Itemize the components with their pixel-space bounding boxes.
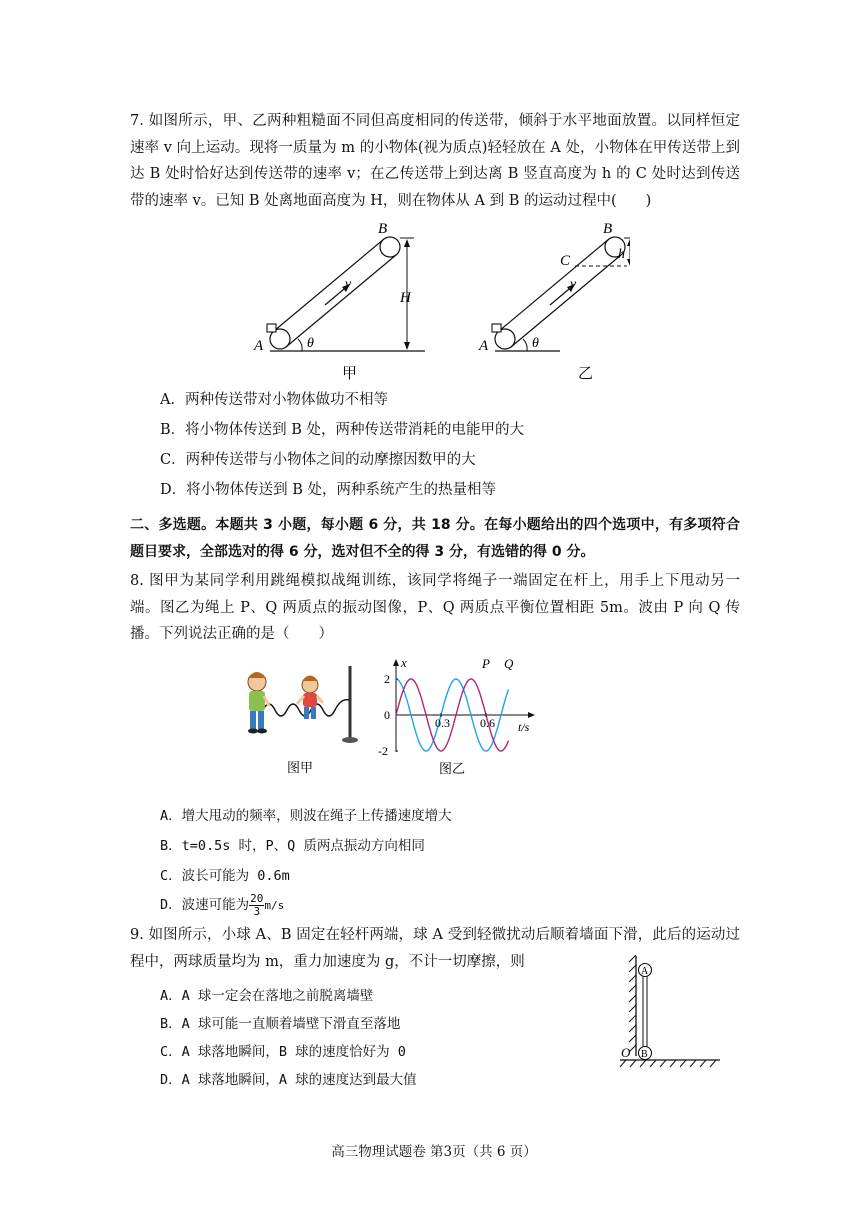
q7-option-c: C．两种传送带与小物体之间的动摩擦因数甲的大 [160, 452, 476, 468]
section-2-heading: 二、多选题。本题共 3 小题，每小题 6 分，共 18 分。在每小题给出的四个选项中，有多项符合题目要求，全部选对的得 6 分，选对但不全的得 3 分，有选错的得 0 分。 [130, 517, 740, 560]
q8-figure-jia [235, 660, 365, 778]
q8-stem: 8. 图甲为某同学利用跳绳模拟战绳训练，该同学将绳子一端固定在杆上，用手上下甩动另一端。图乙为绳上 P、Q 两质点的振动图像，P、Q 两质点平衡位置相距 5m。波由 P 向 Q 传播。下列说法正确的是（ ） [130, 573, 740, 642]
caption-tu-yi: 图乙 [439, 761, 466, 776]
conveyor-yi [478, 221, 630, 382]
label-v-yi: v [570, 277, 577, 292]
label-Q: Q [504, 656, 514, 671]
caption-jia: 甲 [342, 366, 358, 382]
axis-t-label: t/s [518, 720, 530, 734]
label-B-jia: B [378, 221, 388, 237]
page-footer: 高三物理试题卷 第3页（共 6 页） [331, 1144, 537, 1160]
axis-x-label: x [401, 655, 407, 670]
tick-y-0: 0 [384, 708, 390, 722]
q8-option-b: B．t=0.5s 时，P、Q 质两点振动方向相同 [160, 838, 425, 854]
q9-wall-figure [612, 950, 727, 1072]
tick-t-03: 0.3 [435, 716, 450, 730]
q9-option-b: B．A 球可能一直顺着墙壁下滑直至落地 [160, 1016, 401, 1032]
q8-option-d [160, 888, 284, 923]
fraction-20-3 [249, 893, 264, 918]
q8-option-c: C．波长可能为 0.6m [160, 868, 290, 884]
q8-vibration-graph [370, 652, 545, 778]
label-h: h [618, 247, 625, 262]
tick-y-2: 2 [384, 672, 390, 686]
caption-tu-jia: 图甲 [287, 760, 314, 775]
caption-yi: 乙 [578, 366, 594, 382]
fraction-denominator: 3 [253, 904, 261, 918]
q9-option-d: D．A 球落地瞬间，A 球的速度达到最大值 [160, 1072, 417, 1088]
q7-option-d: D．将小物体传送到 B 处，两种系统产生的热量相等 [160, 482, 496, 498]
label-O: O [621, 1045, 631, 1060]
label-B-yi: B [603, 221, 613, 237]
q7-option-b: B．将小物体传送到 B 处，两种传送带消耗的电能甲的大 [160, 422, 525, 438]
q8-option-d-unit: m/s [264, 899, 285, 912]
q8-option-d-prefix: D．波速可能为 [160, 897, 250, 913]
q7-conveyor-figure [250, 218, 630, 388]
label-ball-A: A [641, 966, 649, 977]
label-A-yi: A [479, 338, 489, 354]
q9-stem: 9. 如图所示，小球 A、B 固定在轻杆两端，球 A 受到轻微扰动后顺着墙面下滑，此后的运动过程中，两球质量均为 m，重力加速度为 g，不计一切摩擦，则 [130, 927, 740, 970]
label-C: C [560, 253, 571, 269]
wall-hatching [629, 955, 636, 1056]
tick-y-neg2: -2 [378, 744, 388, 758]
label-theta-jia: θ [307, 336, 314, 351]
label-ball-B: B [641, 1049, 648, 1060]
q7-stem: 7. 如图所示，甲、乙两种粗糙面不同但高度相同的传送带，倾斜于水平地面放置。以同样恒定速率 v 向上运动。现将一质量为 m 的小物体(视为质点)轻轻放在 A 处，小物体在甲传送带上到达 B 处时恰好达到传送带的速率 v；在乙传送带上到达离 B 竖直高度为 h 的 C 处时达到传送带的速率 v。已知 B 处离地面高度为 H，则在物体从 A 到 B 的运动过程中( ) [130, 113, 740, 209]
conveyor-jia [253, 221, 425, 382]
q9-option-c: C．A 球落地瞬间，B 球的速度恰好为 0 [160, 1044, 406, 1060]
q9-option-a: A．A 球一定会在落地之前脱离墙壁 [160, 988, 374, 1004]
label-theta-yi: θ [532, 336, 539, 351]
q8-option-a: A．增大甩动的频率，则波在绳子上传播速度增大 [160, 808, 452, 824]
label-v-jia: v [345, 277, 352, 292]
q7-option-a: A．两种传送带对小物体做功不相等 [160, 392, 388, 408]
tick-t-06: 0.6 [480, 716, 495, 730]
label-P: P [482, 656, 490, 671]
label-A-jia: A [254, 338, 264, 354]
label-H: H [400, 290, 411, 306]
fraction-numerator: 20 [250, 891, 264, 905]
ground-hatching [620, 1060, 720, 1067]
